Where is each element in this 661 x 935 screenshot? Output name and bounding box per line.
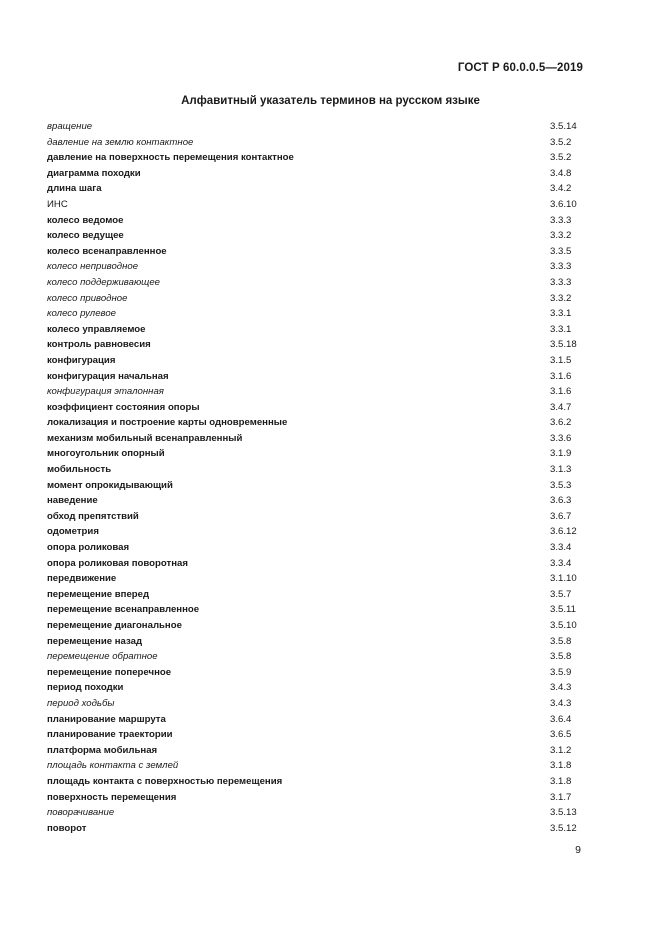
index-term: период ходьбы (47, 697, 115, 709)
index-entry (47, 680, 584, 696)
index-entry (47, 478, 584, 494)
index-entry (47, 712, 584, 728)
index-entry (47, 649, 584, 665)
index-reference: 3.5.8 (550, 635, 572, 647)
index-reference: 3.3.3 (550, 261, 572, 273)
index-term: колесо всенаправленное (47, 245, 167, 257)
index-term: коэффициент состояния опоры (47, 401, 200, 413)
index-reference: 3.5.2 (550, 136, 572, 148)
index-reference: 3.6.12 (550, 526, 577, 538)
index-reference: 3.5.7 (550, 588, 572, 600)
index-term: механизм мобильный всенаправленный (47, 432, 243, 444)
index-entry (47, 228, 584, 244)
index-term: период походки (47, 682, 124, 694)
index-term: мобильность (47, 464, 112, 476)
index-entry (47, 291, 584, 307)
document-code: ГОСТ Р 60.0.0.5—2019 (457, 62, 583, 74)
index-entry (47, 774, 584, 790)
index-term: конфигурация (47, 354, 116, 366)
index-entry (47, 790, 584, 806)
index-entry (47, 618, 584, 634)
index-reference: 3.3.3 (550, 214, 572, 226)
index-reference: 3.3.3 (550, 276, 572, 288)
index-reference: 3.1.6 (550, 386, 572, 398)
index-entry (47, 556, 584, 572)
index-reference: 3.3.2 (550, 292, 572, 304)
index-term: поворачивание (47, 807, 115, 819)
index-term: площадь контакта с землей (47, 760, 179, 772)
index-title: Алфавитный указатель терминов на русском языке (181, 95, 480, 107)
index-reference: 3.1.9 (550, 448, 572, 460)
index-reference: 3.1.2 (550, 744, 572, 756)
index-term: планирование траектории (47, 729, 173, 741)
index-entry (47, 306, 584, 322)
index-entry (47, 821, 584, 837)
index-entry (47, 602, 584, 618)
index-entry (47, 743, 584, 759)
index-term: колесо поддерживающее (47, 276, 160, 288)
index-term: обход препятствий (47, 510, 139, 522)
index-entry (47, 337, 584, 353)
index-reference: 3.5.12 (550, 822, 577, 834)
index-reference: 3.5.11 (550, 604, 576, 616)
index-reference: 3.5.10 (550, 620, 577, 631)
index-entry (47, 587, 584, 603)
index-term: колесо ведомое (47, 214, 124, 226)
index-entry (47, 431, 584, 447)
index-entry (47, 150, 584, 166)
index-reference: 3.1.6 (550, 370, 572, 382)
index-term: опора роликовая (47, 542, 130, 554)
index-term: одометрия (47, 526, 99, 538)
index-reference: 3.4.7 (550, 401, 572, 413)
page-number: 9 (575, 844, 581, 856)
index-term: диаграмма походки (47, 167, 141, 179)
index-reference: 3.3.6 (550, 432, 572, 444)
index-reference: 3.6.3 (550, 495, 572, 507)
index-entry (47, 119, 584, 135)
index-reference: 3.1.7 (550, 791, 572, 803)
index-reference: 3.6.2 (550, 417, 572, 429)
index-reference: 3.4.3 (550, 682, 572, 694)
index-reference: 3.1.5 (550, 354, 572, 366)
index-term: платформа мобильная (47, 744, 158, 756)
index-term: колесо управляемое (47, 323, 146, 335)
index-entry (47, 369, 584, 385)
index-term: площадь контакта с поверхностью перемещения (47, 775, 283, 787)
index-entry (47, 197, 584, 213)
term-index-list (47, 119, 584, 836)
index-term: перемещение диагональное (47, 620, 182, 631)
index-reference: 3.4.3 (550, 697, 572, 709)
index-reference: 3.6.5 (550, 729, 572, 741)
index-reference: 3.1.3 (550, 464, 572, 476)
index-reference: 3.5.8 (550, 651, 572, 663)
index-entry (47, 353, 584, 369)
index-reference: 3.6.4 (550, 713, 572, 725)
index-term: перемещение назад (47, 635, 143, 647)
index-entry (47, 322, 584, 338)
index-term: давление на поверхность перемещения контактное (47, 152, 294, 164)
index-entry (47, 540, 584, 556)
index-term: перемещение всенаправленное (47, 604, 200, 616)
index-term: поворот (47, 822, 87, 834)
index-reference: 3.6.7 (550, 510, 572, 522)
index-reference: 3.1.8 (550, 775, 572, 787)
index-reference: 3.3.2 (550, 230, 572, 242)
index-reference: 3.5.9 (550, 666, 572, 678)
index-entry (47, 634, 584, 650)
index-reference: 3.3.5 (550, 245, 572, 257)
index-reference: 3.3.4 (550, 542, 572, 554)
index-reference: 3.1.10 (550, 573, 577, 585)
index-term: длина шага (47, 183, 102, 195)
index-entry (47, 400, 584, 416)
index-term: передвижение (47, 573, 117, 585)
index-reference: 3.4.2 (550, 183, 572, 195)
index-entry (47, 665, 584, 681)
index-term: колесо ведущее (47, 230, 124, 242)
index-entry (47, 462, 584, 478)
index-entry (47, 166, 584, 182)
index-reference: 3.5.2 (550, 152, 572, 164)
index-term: наведение (47, 495, 98, 507)
index-term: момент опрокидывающий (47, 479, 173, 491)
index-reference: 3.6.10 (550, 198, 577, 210)
index-term: планирование маршрута (47, 713, 166, 725)
index-term: контроль равновесия (47, 339, 151, 351)
index-entry (47, 524, 584, 540)
index-reference: 3.5.18 (550, 339, 577, 351)
index-reference: 3.3.4 (550, 557, 572, 569)
index-term: конфигурация эталонная (47, 386, 164, 398)
index-entry (47, 259, 584, 275)
index-reference: 3.4.8 (550, 167, 572, 179)
index-reference: 3.1.8 (550, 760, 572, 772)
index-term: ИНС (47, 198, 68, 210)
index-term: локализация и построение карты одновременные (47, 417, 288, 429)
index-entry (47, 181, 584, 197)
index-reference: 3.5.13 (550, 807, 577, 819)
index-entry (47, 696, 584, 712)
index-term: многоугольник опорный (47, 448, 165, 460)
index-term: давление на землю контактное (47, 136, 194, 148)
index-entry (47, 213, 584, 229)
index-term: перемещение обратное (47, 651, 158, 663)
index-entry (47, 275, 584, 291)
index-term: перемещение поперечное (47, 666, 172, 678)
index-term: вращение (47, 121, 93, 132)
index-entry (47, 244, 584, 260)
index-entry (47, 415, 584, 431)
index-entry (47, 135, 584, 151)
index-entry (47, 493, 584, 509)
index-entry (47, 805, 584, 821)
index-entry (47, 384, 584, 400)
index-entry (47, 446, 584, 462)
index-reference: 3.3.1 (550, 323, 572, 335)
index-reference: 3.5.3 (550, 479, 572, 491)
index-term: поверхность перемещения (47, 791, 177, 803)
index-term: конфигурация начальная (47, 370, 169, 382)
index-term: колесо неприводное (47, 261, 139, 273)
index-term: перемещение вперед (47, 588, 150, 600)
index-entry (47, 571, 584, 587)
index-reference: 3.5.14 (550, 121, 577, 132)
index-term: колесо рулевое (47, 308, 117, 320)
index-entry (47, 758, 584, 774)
index-entry (47, 727, 584, 743)
index-term: колесо приводное (47, 292, 128, 304)
index-entry (47, 509, 584, 525)
index-reference: 3.3.1 (550, 308, 572, 320)
index-term: опора роликовая поворотная (47, 557, 188, 569)
